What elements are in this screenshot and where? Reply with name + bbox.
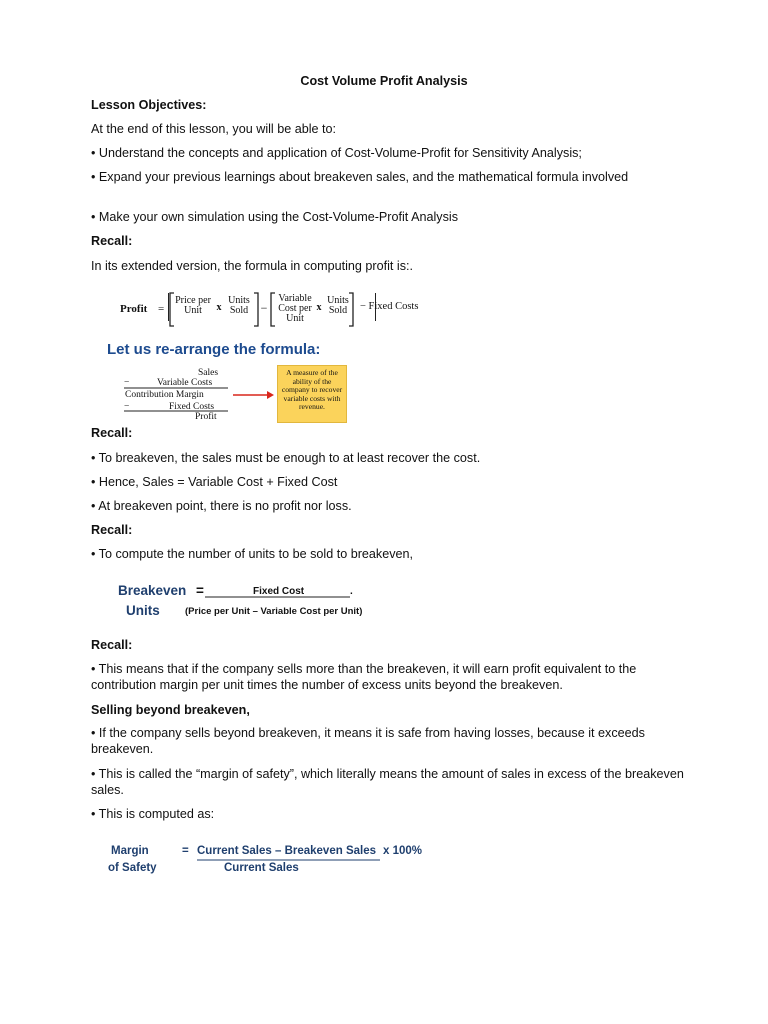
breakeven-numerator: Fixed Cost: [253, 586, 305, 597]
formula-varcost-line2: Cost per: [278, 303, 312, 314]
contribution-note: A measure of the ability of the company to recover variable costs with revenue.: [277, 365, 347, 423]
recall-item: • To breakeven, the sales must be enough to at least recover the cost.: [91, 451, 481, 465]
formula-units2-line1: Units: [327, 295, 349, 306]
rearrange-fixed-costs: Fixed Costs: [169, 402, 215, 412]
breakeven-units-word: Units: [126, 603, 160, 618]
recall-heading: Recall:: [91, 234, 133, 248]
rearrange-sales: Sales: [198, 368, 219, 378]
mos-word-2: of Safety: [108, 862, 157, 874]
formula-minus: −: [260, 301, 268, 315]
page-title: Cost Volume Profit Analysis: [300, 74, 468, 88]
section-heading: Selling beyond breakeven,: [91, 703, 250, 717]
recall-item: • Hence, Sales = Variable Cost + Fixed Cost: [91, 475, 338, 489]
formula-units2-line2: Sold: [328, 305, 348, 316]
breakeven-formula: Breakeven = Fixed Cost . Units (Price per Unit – Variable Cost per Unit): [118, 583, 363, 618]
objective-item: • Expand your previous learnings about breakeven sales, and the mathematical formula involved: [91, 170, 629, 184]
formula-times: x: [216, 302, 222, 313]
objective-item: • Understand the concepts and application of Cost-Volume-Profit for Sensitivity Analysis;: [91, 146, 582, 160]
formula-units-line1: Units: [228, 295, 250, 306]
recall-text: • This means that if the company sells more than the breakeven, it will earn profit equivalent to the contribution margin per unit times the number of excess units beyond the breakeven.: [91, 662, 637, 692]
formula-varcost-line3: Unit: [286, 313, 304, 324]
rearrange-contribution-margin: Contribution Margin: [125, 390, 204, 400]
beyond-item: • If the company sells beyond breakeven, it means it is safe from having losses, because it exceeds breakeven.: [91, 726, 645, 756]
mos-numerator: Current Sales – Breakeven Sales: [197, 845, 376, 857]
breakeven-word: Breakeven: [118, 583, 187, 598]
rearrange-heading: Let us re-arrange the formula:: [107, 341, 321, 358]
formula-varcost-line1: Variable: [278, 293, 312, 304]
formula-units-line2: Sold: [229, 305, 249, 316]
recall-heading: Recall:: [91, 638, 133, 652]
beyond-item: • This is called the “margin of safety”, which literally means the amount of sales in excess of the breakeven sales.: [91, 767, 684, 797]
margin-of-safety-formula: [108, 845, 438, 881]
formula-fixed-costs: − Fixed Costs: [360, 301, 419, 312]
mos-equals: =: [182, 845, 189, 857]
mos-word-1: Margin: [111, 845, 149, 857]
breakeven-denominator: (Price per Unit – Variable Cost per Unit): [185, 606, 363, 617]
formula-price-line1: Price per: [175, 295, 211, 306]
mos-times: x 100%: [383, 845, 423, 857]
rearrange-variable-costs: Variable Costs: [157, 378, 213, 388]
recall-text: In its extended version, the formula in computing profit is:.: [91, 259, 414, 273]
objectives-heading: Lesson Objectives:: [91, 98, 207, 112]
recall-text: • To compute the number of units to be sold to breakeven,: [91, 547, 414, 561]
formula-equals: =: [158, 303, 165, 315]
objective-item: • Make your own simulation using the Cost-Volume-Profit Analysis: [91, 210, 458, 224]
formula-profit-label: Profit: [120, 303, 148, 315]
formula-times-2: x: [316, 302, 322, 313]
objectives-intro: At the end of this lesson, you will be able to:: [91, 122, 337, 136]
rearrange-profit: Profit: [195, 412, 217, 422]
recall-item: • At breakeven point, there is no profit nor loss.: [91, 499, 352, 513]
mos-denominator: Current Sales: [224, 862, 299, 874]
formula-price-line2: Unit: [184, 305, 202, 316]
rearrange-minus-1: −: [124, 378, 130, 388]
breakeven-equals: =: [196, 583, 204, 598]
rearrange-minus-2: −: [124, 402, 130, 412]
beyond-item: • This is computed as:: [91, 807, 215, 821]
recall-heading: Recall:: [91, 523, 133, 537]
recall-heading: Recall:: [91, 426, 133, 440]
